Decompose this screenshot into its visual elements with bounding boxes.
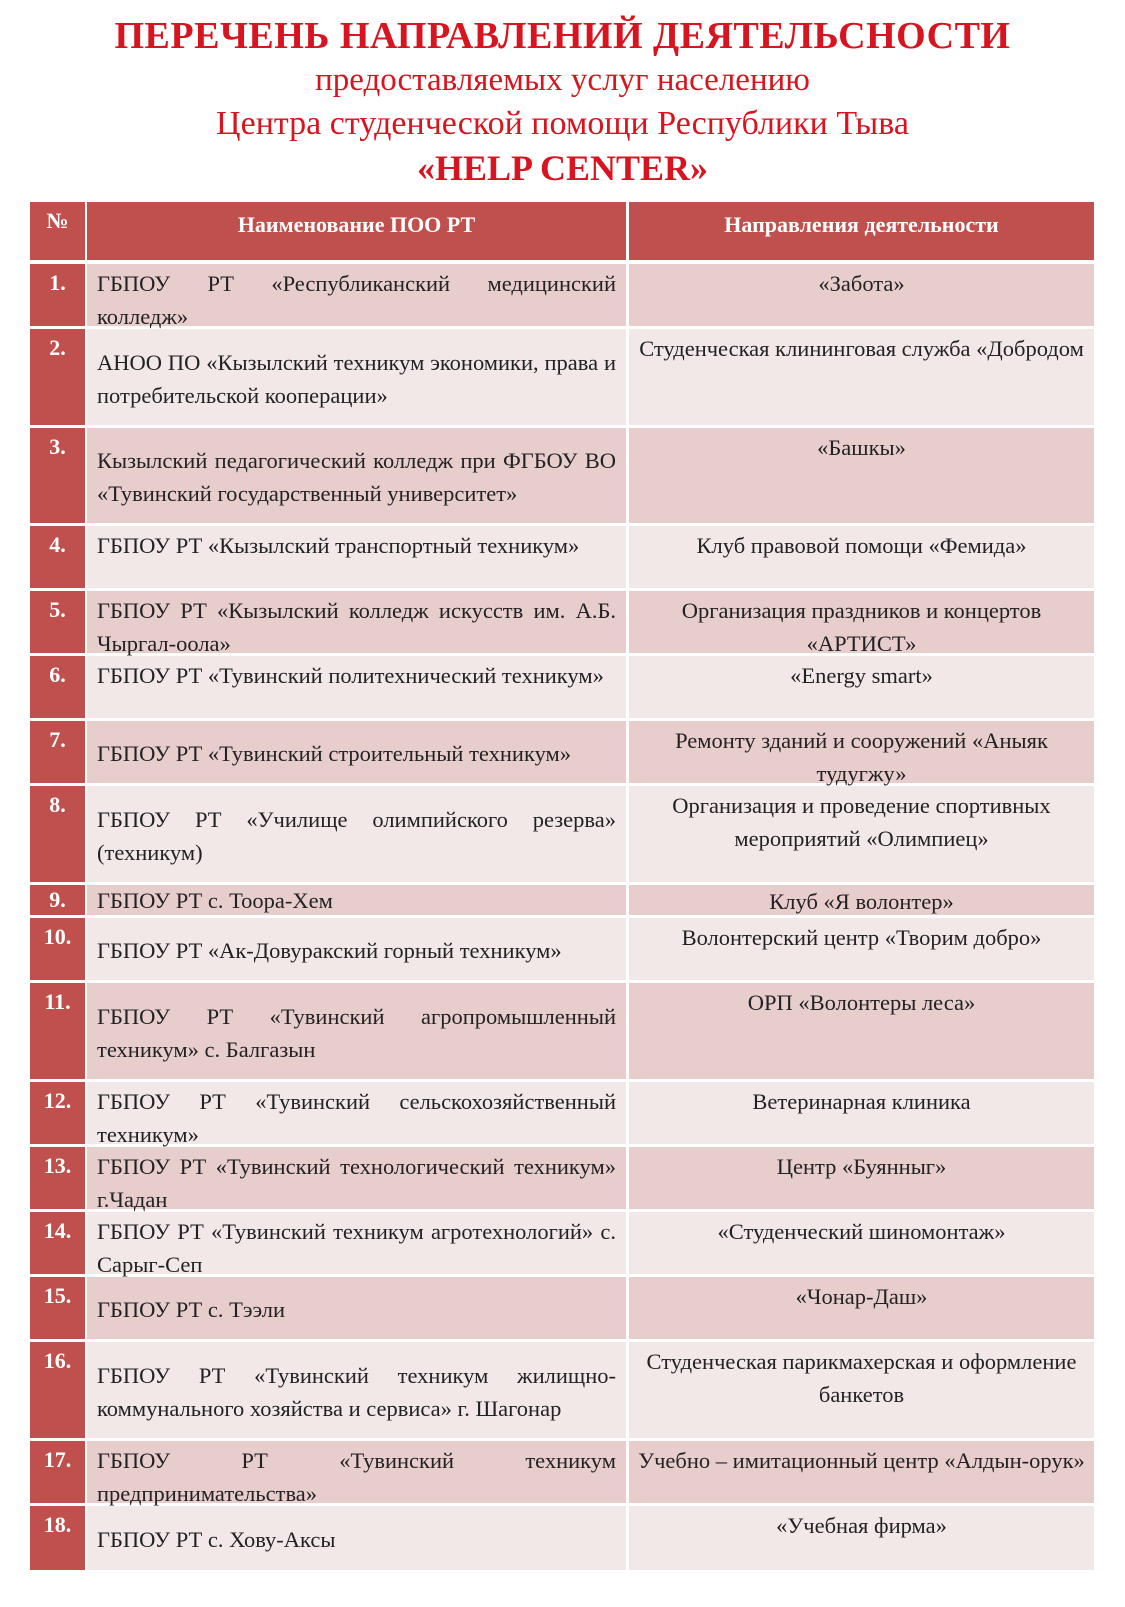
row-organization	[87, 656, 629, 718]
row-number: 12.	[30, 1082, 87, 1144]
table-row	[30, 329, 1094, 428]
row-number: 9.	[30, 885, 87, 915]
table-row	[30, 1506, 1094, 1570]
row-direction: «Учебная фирма»	[629, 1506, 1094, 1570]
table-row	[30, 428, 1094, 526]
row-organization-text: ГБПОУ РТ «Училище олимпийского резерва» (техникум)	[97, 806, 616, 865]
table-row	[30, 526, 1094, 591]
row-organization	[87, 1506, 629, 1570]
table-row	[30, 786, 1094, 885]
row-organization	[87, 1082, 629, 1147]
row-number: 5.	[30, 591, 87, 653]
row-organization	[87, 526, 629, 588]
row-organization-text: ГБПОУ РТ «Тувинский сельскохозяйственный техникум»	[97, 1089, 616, 1147]
row-organization-text: ГБПОУ РТ с. Хову-Аксы	[97, 1527, 336, 1552]
row-direction: «Забота»	[629, 264, 1094, 326]
table-row	[30, 1277, 1094, 1342]
row-organization	[87, 721, 629, 783]
row-organization	[87, 1342, 629, 1438]
row-organization-text: ГБПОУ РТ «Тувинский технологический техникум» г.Чадан	[97, 1154, 616, 1212]
row-number: 15.	[30, 1277, 87, 1339]
row-number: 6.	[30, 656, 87, 718]
table-row	[30, 885, 1094, 918]
row-number: 3.	[30, 428, 87, 523]
title-organization: Центра студенческой помощи Республики Тыва	[216, 105, 909, 142]
row-organization-text: ГБПОУ РТ «Кызылский транспортный техникум»	[97, 533, 580, 558]
table-header-row	[30, 202, 1094, 264]
table-row	[30, 1147, 1094, 1212]
row-organization-text: ГБПОУ РТ «Ак-Довуракский горный техникум»	[97, 938, 562, 963]
row-organization	[87, 918, 629, 980]
row-organization-text: ГБПОУ РТ «Республиканский медицинский колледж»	[97, 271, 616, 329]
row-number: 11.	[30, 983, 87, 1079]
row-organization	[87, 1147, 629, 1212]
title-brand: «HELP CENTER»	[416, 148, 709, 188]
row-number: 4.	[30, 526, 87, 588]
table-row	[30, 1082, 1094, 1147]
column-header-direction: Направления деятельности	[629, 202, 1094, 260]
row-number: 13.	[30, 1147, 87, 1209]
row-direction: Центр «Буянныг»	[629, 1147, 1094, 1209]
column-header-organization-label: Наименование ПОО РТ	[237, 212, 476, 237]
row-organization	[87, 1212, 629, 1277]
table-row	[30, 983, 1094, 1082]
row-number: 17.	[30, 1441, 87, 1503]
column-header-number: №	[30, 202, 87, 260]
row-number: 16.	[30, 1342, 87, 1438]
row-organization-text: ГБПОУ РТ «Тувинский техникум агротехнологий» с. Сарыг-Сеп	[97, 1219, 616, 1277]
row-direction: «Башкы»	[629, 428, 1094, 523]
table-row	[30, 264, 1094, 329]
table-row	[30, 1212, 1094, 1277]
row-direction: «Чонар-Даш»	[629, 1277, 1094, 1339]
row-organization	[87, 1441, 629, 1506]
row-direction: Клуб правовой помощи «Фемида»	[629, 526, 1094, 588]
row-direction: «Студенческий шиномонтаж»	[629, 1212, 1094, 1274]
table-row	[30, 591, 1094, 656]
table-row	[30, 656, 1094, 721]
row-number: 18.	[30, 1506, 87, 1570]
row-organization	[87, 786, 629, 882]
row-number: 8.	[30, 786, 87, 882]
row-organization-text: ГБПОУ РТ с. Тоора-Хем	[97, 887, 333, 913]
table-row	[30, 1441, 1094, 1506]
table-row	[30, 918, 1094, 983]
row-organization	[87, 983, 629, 1079]
document-header	[0, 0, 1125, 190]
row-number: 1.	[30, 264, 87, 326]
row-direction: ОРП «Волонтеры леса»	[629, 983, 1094, 1079]
row-organization-text: ГБПОУ РТ «Тувинский техникум жилищно-коммунального хозяйства и сервиса» г. Шагонар	[97, 1362, 616, 1421]
row-organization-text: ГБПОУ РТ «Тувинский техникум предпринимательства»	[97, 1448, 616, 1506]
row-number: 14.	[30, 1212, 87, 1274]
row-direction: Студенческая клининговая служба «Добродом	[629, 329, 1094, 425]
row-organization	[87, 1277, 629, 1339]
directions-table	[30, 202, 1094, 1570]
row-organization	[87, 428, 629, 523]
row-organization	[87, 885, 629, 915]
row-organization	[87, 264, 629, 329]
table-row	[30, 721, 1094, 786]
row-direction: Организация и проведение спортивных мероприятий «Олимпиец»	[629, 786, 1094, 882]
row-direction: «Energy smart»	[629, 656, 1094, 718]
table-row	[30, 1342, 1094, 1441]
row-direction: Ремонту зданий и сооружений «Аныяк тудугжу»	[629, 721, 1094, 783]
row-organization-text: ГБПОУ РТ с. Тээли	[97, 1297, 286, 1322]
row-number: 7.	[30, 721, 87, 783]
row-direction: Ветеринарная клиника	[629, 1082, 1094, 1144]
row-direction: Учебно – имитационный центр «Алдын-орук»	[629, 1441, 1094, 1503]
row-organization-text: ГБПОУ РТ «Кызылский колледж искусств им. А.Б. Чыргал-оола»	[97, 598, 616, 656]
row-organization	[87, 329, 629, 425]
title-main: ПЕРЕЧЕНЬ НАПРАВЛЕНИЙ ДЕЯТЕЛЬСНОСТИ	[114, 15, 1011, 57]
row-organization-text: Кызылский педагогический колледж при ФГБОУ ВО «Тувинский государственный университет»	[97, 448, 616, 506]
row-organization-text: ГБПОУ РТ «Тувинский агропромышленный техникум» с. Балгазын	[97, 1003, 616, 1062]
row-direction: Организация праздников и концертов «АРТИСТ»	[629, 591, 1094, 653]
row-direction: Клуб «Я волонтер»	[629, 885, 1094, 915]
row-organization-text: АНОО ПО «Кызылский техникум экономики, права и потребительской кооперации»	[97, 349, 616, 408]
row-organization	[87, 591, 629, 656]
row-organization-text: ГБПОУ РТ «Тувинский политехнический техникум»	[97, 663, 604, 688]
row-direction: Студенческая парикмахерская и оформление банкетов	[629, 1342, 1094, 1438]
row-direction: Волонтерский центр «Творим добро»	[629, 918, 1094, 980]
title-subtitle: предоставляемых услуг населению	[315, 62, 810, 98]
row-number: 10.	[30, 918, 87, 980]
column-header-organization	[87, 202, 629, 260]
row-organization-text: ГБПОУ РТ «Тувинский строительный техникум»	[97, 741, 572, 766]
row-number: 2.	[30, 329, 87, 425]
